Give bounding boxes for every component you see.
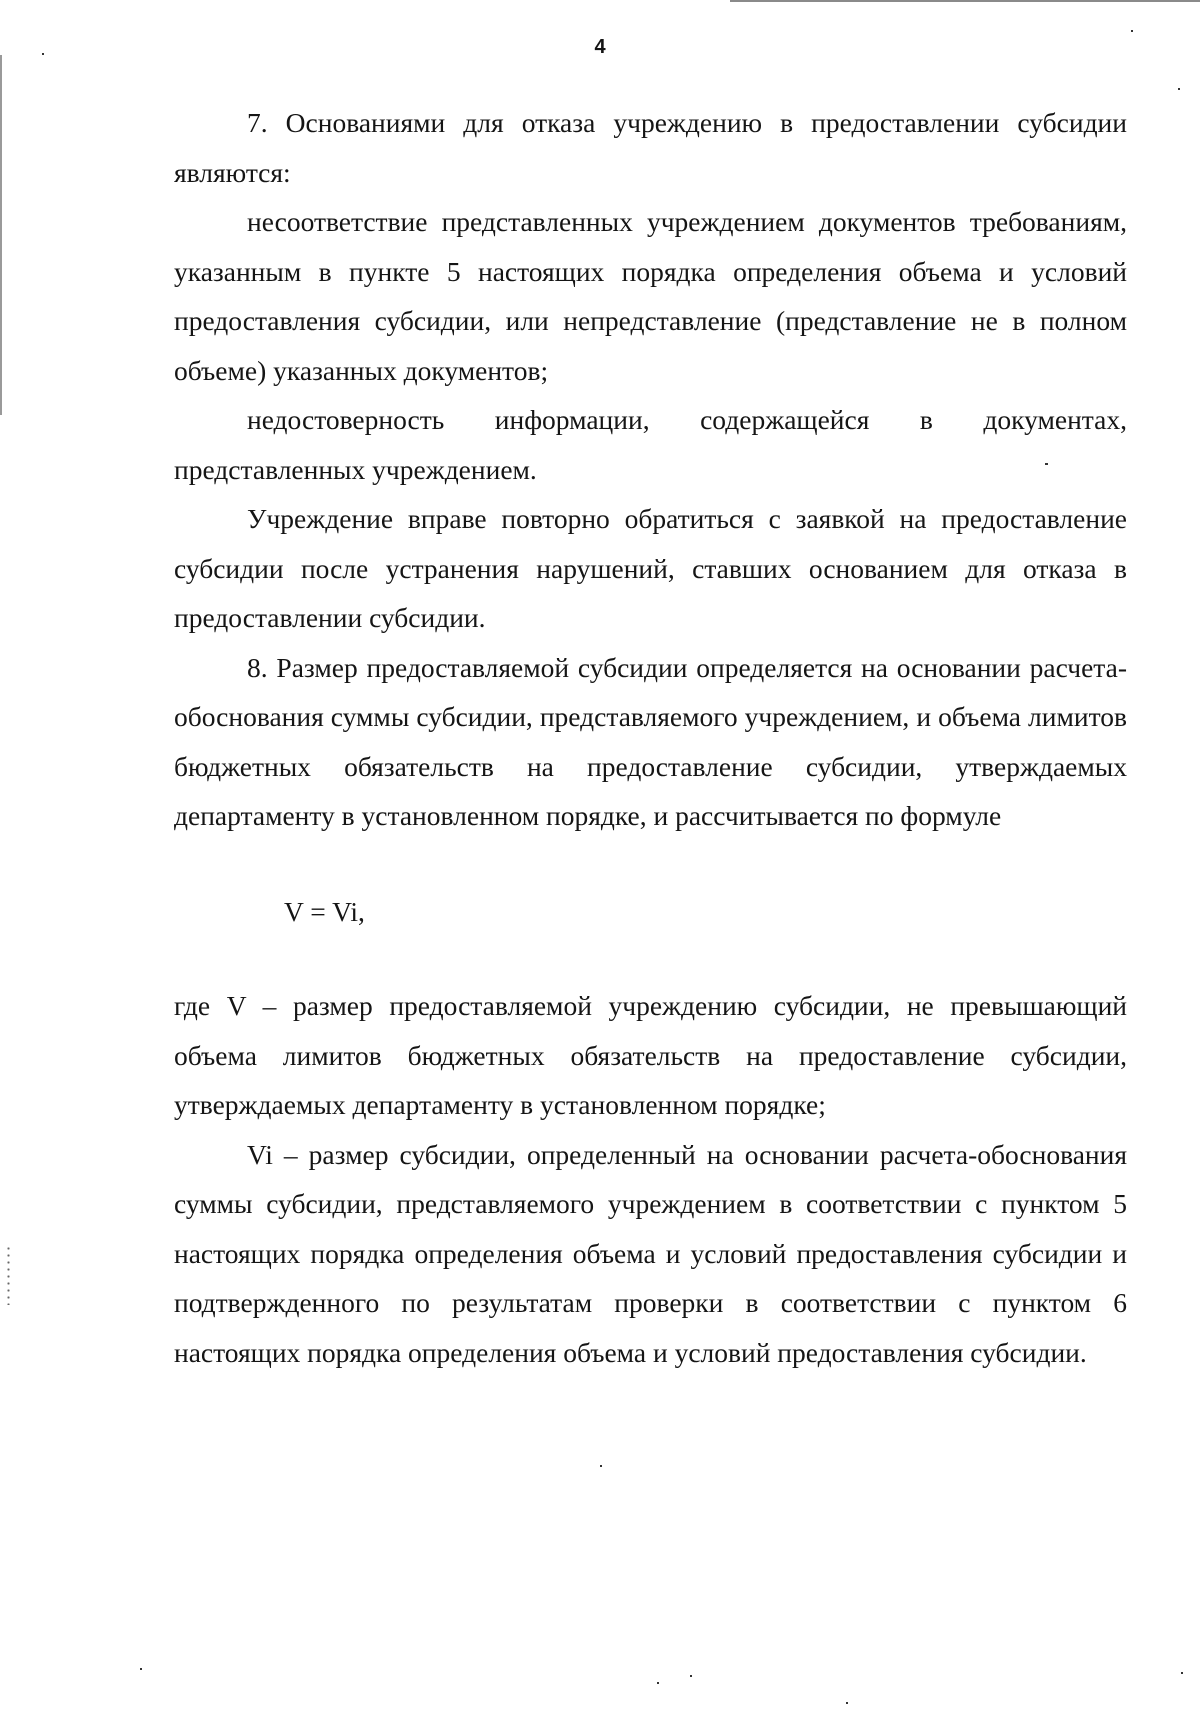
scan-speckle [42, 53, 44, 55]
scan-speckle [1045, 463, 1048, 465]
scan-speckle [657, 1682, 659, 1684]
scan-speckle [140, 1668, 142, 1670]
paragraph-vi-definition: Vi – размер субсидии, определенный на основании расчета-обоснования суммы субсидии, представляемого учреждением в соответствии с пунктом 5 настоящих порядка определения объема и условий предоставления субсидии и подтвержденного по результатам проверки в соответствии с пунктом 6 настоящих порядка определения объема и условий предоставления субсидии. [174, 1138, 1127, 1368]
scan-left-edge [0, 55, 2, 415]
scan-speckle [846, 1702, 848, 1704]
scan-speckle [1131, 30, 1133, 32]
scan-speckle [1181, 1672, 1183, 1674]
paragraph-v-definition: где V – размер предоставляемой учреждению субсидии, не превышающий объема лимитов бюджетных обязательств на предоставление субсидии, утверждаемых департаменту в установленном порядке; [174, 990, 1127, 1120]
formula: V = Vi, [284, 895, 365, 927]
paragraph-unreliability: недостоверность информации, содержащейся в документах, представленных учреждением. [174, 404, 1127, 485]
paragraph-subsidy-size: 8. Размер предоставляемой субсидии определяется на основании расчета-обоснования суммы субсидии, представляемого учреждением, и объема лимитов бюджетных обязательств на предоставление субсидии, утверждаемых департаменту в установленном порядке, и рассчитывается по формуле [174, 651, 1127, 831]
paragraph-reapply: Учреждение вправе повторно обратиться с заявкой на предоставление субсидии после устранения нарушений, ставших основанием для отказа в предоставлении субсидии. [174, 503, 1127, 633]
scan-speckle [1178, 88, 1180, 90]
page-number: 4 [594, 36, 606, 58]
paragraph-refusal-grounds: 7. Основаниями для отказа учреждению в предоставлении субсидии являются: [174, 107, 1127, 188]
scan-speckle [600, 1465, 602, 1467]
scan-edge-dots [7, 1245, 10, 1305]
scan-top-edge [730, 0, 1200, 2]
scan-speckle [690, 1675, 692, 1677]
document-body [174, 98, 1127, 1377]
paragraph-nonconformity: несоответствие представленных учреждением документов требованиям, указанным в пункте 5 настоящих порядка определения объема и условий предоставления субсидии, или непредставление (представление не в полном объеме) указанных документов; [174, 206, 1127, 386]
